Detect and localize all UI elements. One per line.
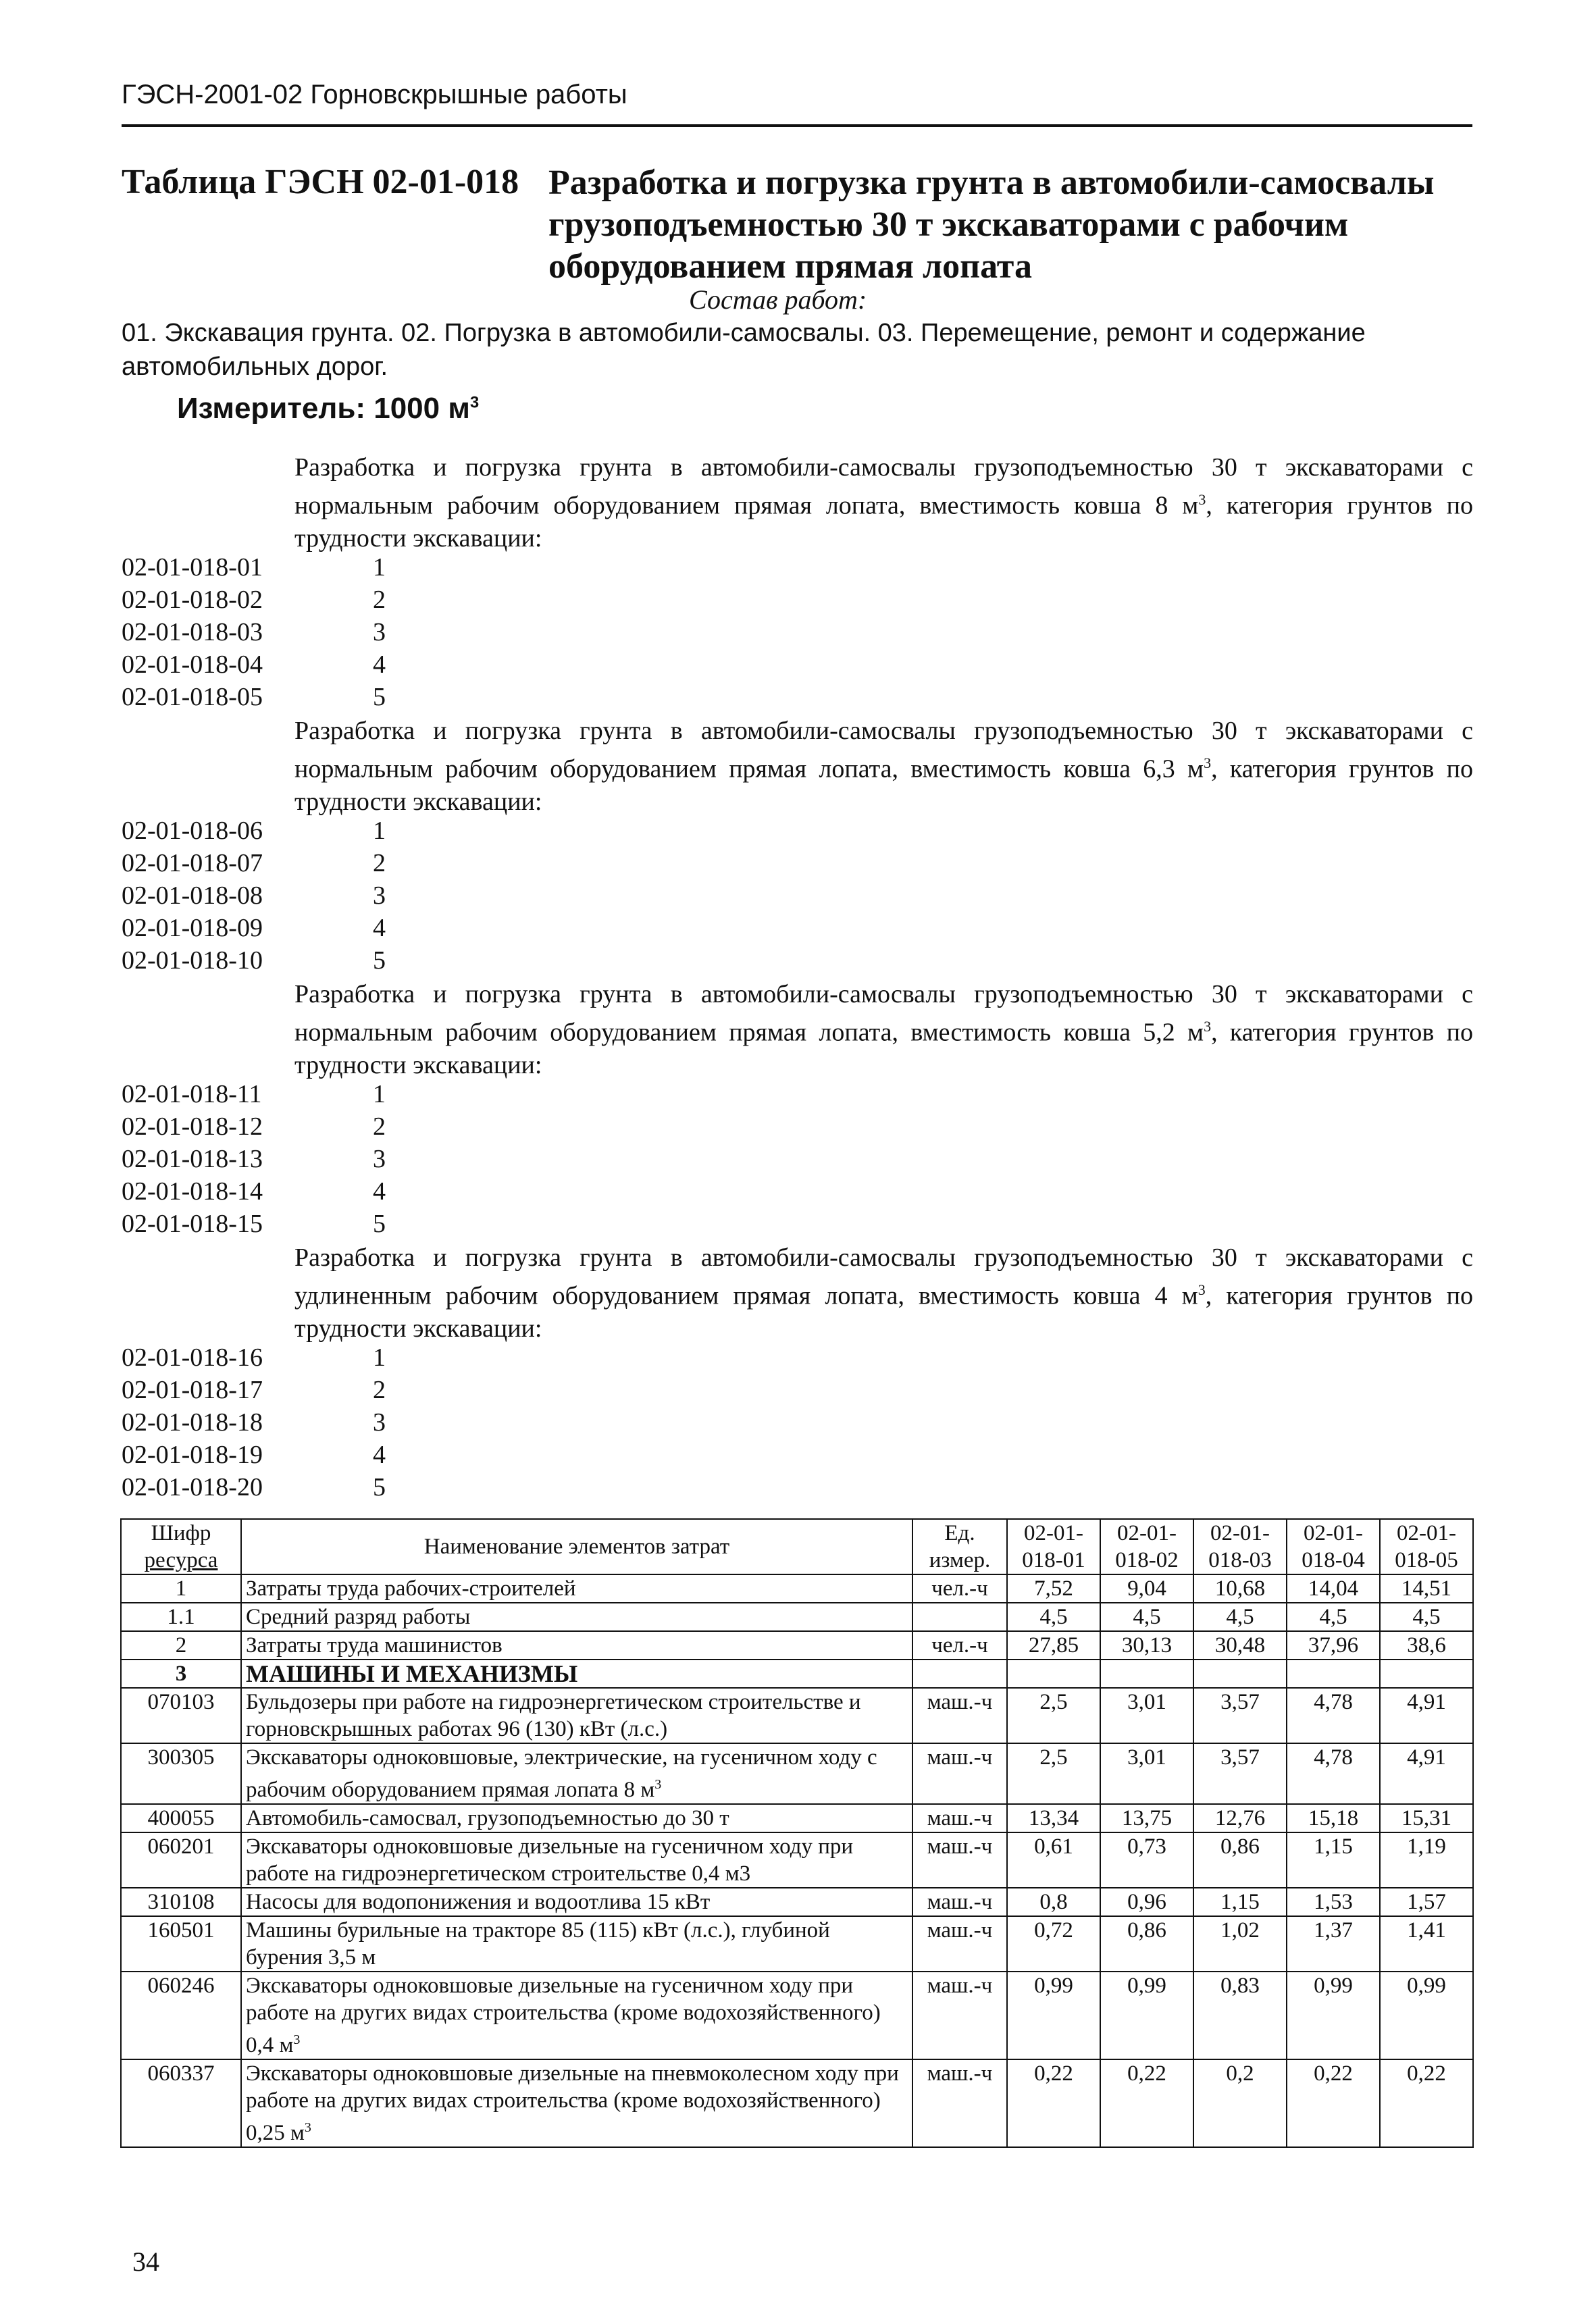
table-row	[121, 1916, 1473, 1972]
resource-code-cell: 1	[121, 1574, 241, 1603]
table-row	[121, 1972, 1473, 2059]
header-norm-line1: 02-01-	[1304, 1521, 1363, 1545]
group-description-text: Разработка и погрузка грунта в автомобили-самосвалы грузоподъемностью 30 т экскаваторами с нормальным рабочим оборудованием прямая лопата, вместимость ковша 5,2 м	[294, 980, 1473, 1047]
group-description	[294, 451, 1473, 555]
norm-value-cell: 3,01	[1100, 1688, 1193, 1743]
header-unit	[912, 1519, 1007, 1574]
unit-cell: чел.-ч	[912, 1631, 1007, 1660]
resource-code-cell: 2	[121, 1631, 241, 1660]
norm-value-cell: 1,15	[1287, 1832, 1380, 1888]
group-description-text-end: , категория грунтов по трудности экскавации:	[294, 1018, 1473, 1079]
norm-code: 02-01-018-14	[122, 1177, 263, 1206]
unit-cell: маш.-ч	[912, 2059, 1007, 2147]
norm-code: 02-01-018-10	[122, 946, 263, 975]
soil-category: 4	[373, 1177, 386, 1206]
soil-category: 3	[373, 1408, 386, 1437]
norm-value-cell: 0,99	[1100, 1972, 1193, 2059]
unit-cell: маш.-ч	[912, 1888, 1007, 1916]
header-norm-line2: 018-02	[1115, 1548, 1179, 1572]
norm-value-cell: 12,76	[1193, 1804, 1287, 1832]
group-description	[294, 715, 1473, 818]
cost-element-name: Затраты труда машинистов	[246, 1633, 503, 1657]
norm-value-cell: 15,31	[1380, 1804, 1473, 1832]
soil-category: 2	[373, 849, 386, 877]
soil-category: 5	[373, 1210, 386, 1238]
norm-code: 02-01-018-05	[122, 683, 263, 711]
header-resource-code-line1: Шифр	[151, 1521, 211, 1545]
table-row	[121, 2059, 1473, 2147]
norm-value-cell: 0,99	[1007, 1972, 1100, 2059]
norm-value-cell: 4,5	[1287, 1603, 1380, 1631]
cost-element-name: Экскаваторы одноковшовые дизельные на пневмоколесном ходу при работе на других видах строительства (кроме водохозяйственного) 0,25 м	[246, 2061, 899, 2145]
soil-category: 1	[373, 1343, 386, 1372]
resource-code-cell: 060337	[121, 2059, 241, 2147]
soil-category: 1	[373, 817, 386, 845]
norm-value-cell: 0,83	[1193, 1972, 1287, 2059]
norm-code: 02-01-018-11	[122, 1080, 262, 1108]
norm-value-cell: 4,5	[1193, 1603, 1287, 1631]
cost-element-name-cell	[241, 1574, 912, 1603]
header-norm-line2: 018-01	[1022, 1548, 1085, 1572]
norm-code: 02-01-018-13	[122, 1145, 263, 1173]
norm-value-cell: 0,96	[1100, 1888, 1193, 1916]
header-resource-code	[121, 1519, 241, 1574]
cost-element-name-cell	[241, 1804, 912, 1832]
norm-value-cell: 3,57	[1193, 1743, 1287, 1804]
norm-value-cell	[1287, 1660, 1380, 1688]
norm-code: 02-01-018-08	[122, 881, 263, 910]
norm-value-cell: 1,19	[1380, 1832, 1473, 1888]
norm-code: 02-01-018-20	[122, 1473, 263, 1501]
group-description	[294, 1241, 1473, 1345]
norm-value-cell: 37,96	[1287, 1631, 1380, 1660]
resource-code-cell: 310108	[121, 1888, 241, 1916]
cost-element-name-cell	[241, 2059, 912, 2147]
cost-element-name-cell	[241, 1888, 912, 1916]
cost-element-name-cell	[241, 1972, 912, 2059]
resources-table-body	[121, 1574, 1473, 2147]
norm-value-cell: 4,5	[1100, 1603, 1193, 1631]
norm-value-cell	[1100, 1660, 1193, 1688]
cost-element-name-cell	[241, 1832, 912, 1888]
norm-code: 02-01-018-17	[122, 1376, 263, 1404]
norm-value-cell: 1,53	[1287, 1888, 1380, 1916]
norm-value-cell: 1,57	[1380, 1888, 1473, 1916]
unit-cell: маш.-ч	[912, 1972, 1007, 2059]
cost-element-name: Затраты труда рабочих-строителей	[246, 1576, 576, 1601]
soil-category: 5	[373, 1473, 386, 1501]
norm-value-cell: 14,04	[1287, 1574, 1380, 1603]
norm-value-cell: 1,15	[1193, 1888, 1287, 1916]
group-description-text: Разработка и погрузка грунта в автомобили-самосвалы грузоподъемностью 30 т экскаваторами с удлиненным рабочим оборудованием прямая лопата, вместимость ковша 4 м	[294, 1243, 1473, 1310]
norm-code: 02-01-018-06	[122, 817, 263, 845]
header-norm-column	[1100, 1519, 1193, 1574]
cost-element-name: Экскаваторы одноковшовые дизельные на гусеничном ходу при работе на других видах строительства (кроме водохозяйственного) 0,4 м	[246, 1974, 881, 2057]
norm-value-cell: 38,6	[1380, 1631, 1473, 1660]
norm-value-cell: 30,13	[1100, 1631, 1193, 1660]
soil-category: 1	[373, 553, 386, 582]
group-description-text-end: , категория грунтов по трудности экскавации:	[294, 1281, 1473, 1343]
soil-category: 4	[373, 650, 386, 679]
norm-value-cell: 4,78	[1287, 1743, 1380, 1804]
header-norm-column	[1287, 1519, 1380, 1574]
table-header-row	[121, 1519, 1473, 1574]
norm-value-cell: 4,5	[1007, 1603, 1100, 1631]
cost-element-name: Насосы для водопонижения и водоотлива 15 кВт	[246, 1890, 711, 1914]
norm-code: 02-01-018-03	[122, 618, 263, 646]
resource-code-cell: 1.1	[121, 1603, 241, 1631]
norm-code: 02-01-018-15	[122, 1210, 263, 1238]
unit-cell: маш.-ч	[912, 1804, 1007, 1832]
norm-code: 02-01-018-07	[122, 849, 263, 877]
table-row	[121, 1743, 1473, 1804]
resource-code-cell: 060246	[121, 1972, 241, 2059]
table-row	[121, 1888, 1473, 1916]
norm-value-cell: 0,99	[1380, 1972, 1473, 2059]
table-row	[121, 1603, 1473, 1631]
cost-element-name-superscript: 3	[293, 2032, 301, 2047]
norm-value-cell: 0,86	[1193, 1832, 1287, 1888]
norm-value-cell: 14,51	[1380, 1574, 1473, 1603]
unit-cell: маш.-ч	[912, 1688, 1007, 1743]
soil-category: 2	[373, 1112, 386, 1141]
soil-category: 5	[373, 946, 386, 975]
norm-code: 02-01-018-04	[122, 650, 263, 679]
norm-value-cell: 4,78	[1287, 1688, 1380, 1743]
cost-element-name-cell	[241, 1660, 912, 1688]
header-norm-line1: 02-01-	[1117, 1521, 1177, 1545]
cost-element-name: Экскаваторы одноковшовые, электрические, на гусеничном ходу с рабочим оборудованием прямая лопата 8 м	[246, 1745, 877, 1802]
cost-element-name-cell	[241, 1603, 912, 1631]
page-number: 34	[132, 2246, 159, 2277]
soil-category: 4	[373, 914, 386, 942]
norm-code: 02-01-018-19	[122, 1441, 263, 1469]
norm-value-cell: 0,22	[1100, 2059, 1193, 2147]
norm-value-cell	[1193, 1660, 1287, 1688]
norm-value-cell: 4,91	[1380, 1688, 1473, 1743]
norm-value-cell: 0,99	[1287, 1972, 1380, 2059]
group-description-text: Разработка и погрузка грунта в автомобили-самосвалы грузоподъемностью 30 т экскаваторами с нормальным рабочим оборудованием прямая лопата, вместимость ковша 6,3 м	[294, 717, 1473, 783]
norm-value-cell: 7,52	[1007, 1574, 1100, 1603]
running-head: ГЭСН-2001-02 Горновскрышные работы	[122, 80, 627, 109]
resource-code-cell: 400055	[121, 1804, 241, 1832]
cost-element-name-cell	[241, 1916, 912, 1972]
header-norm-line2: 018-05	[1395, 1548, 1458, 1572]
soil-category: 3	[373, 881, 386, 910]
norm-value-cell: 0,73	[1100, 1832, 1193, 1888]
group-description-superscript: 3	[1198, 1281, 1206, 1298]
cost-element-name-superscript: 3	[304, 2120, 311, 2135]
cost-element-name-cell	[241, 1631, 912, 1660]
cost-element-name-cell	[241, 1743, 912, 1804]
norm-value-cell	[1380, 1660, 1473, 1688]
norm-code: 02-01-018-02	[122, 586, 263, 614]
unit-cell	[912, 1660, 1007, 1688]
norm-value-cell: 30,48	[1193, 1631, 1287, 1660]
norm-code: 02-01-018-16	[122, 1343, 263, 1372]
table-row	[121, 1574, 1473, 1603]
resource-code-cell: 3	[121, 1660, 241, 1688]
table-title: Разработка и погрузка грунта в автомобили-самосвалы грузоподъемностью 30 т экскаваторами с рабочим оборудованием прямая лопата	[548, 163, 1435, 286]
unit-of-measure-superscript: 3	[469, 393, 480, 412]
resource-code-cell: 060201	[121, 1832, 241, 1888]
table-row	[121, 1804, 1473, 1832]
unit-cell: чел.-ч	[912, 1574, 1007, 1603]
soil-category: 2	[373, 586, 386, 614]
cost-element-name: Автомобиль-самосвал, грузоподъемностью до 30 т	[246, 1806, 729, 1830]
table-row	[121, 1631, 1473, 1660]
norm-value-cell	[1007, 1660, 1100, 1688]
group-description-text: Разработка и погрузка грунта в автомобили-самосвалы грузоподъемностью 30 т экскаваторами с нормальным рабочим оборудованием прямая лопата, вместимость ковша 8 м	[294, 453, 1473, 520]
cost-element-name: Бульдозеры при работе на гидроэнергетическом строительстве и горновскрышных работах 96 (130) кВт (л.с.)	[246, 1690, 861, 1741]
norm-value-cell: 0,72	[1007, 1916, 1100, 1972]
cost-element-name-cell	[241, 1688, 912, 1743]
norm-value-cell: 2,5	[1007, 1688, 1100, 1743]
header-cost-element-name: Наименование элементов затрат	[241, 1519, 912, 1574]
group-description-text-end: , категория грунтов по трудности экскавации:	[294, 491, 1473, 552]
soil-category: 3	[373, 618, 386, 646]
norm-code: 02-01-018-01	[122, 553, 263, 582]
unit-of-measure-label: Измеритель: 1000 м	[177, 392, 470, 425]
group-description-superscript: 3	[1204, 1018, 1212, 1035]
norm-value-cell: 1,41	[1380, 1916, 1473, 1972]
norm-value-cell: 0,8	[1007, 1888, 1100, 1916]
table-row	[121, 1832, 1473, 1888]
header-norm-line1: 02-01-	[1397, 1521, 1456, 1545]
header-resource-code-line2: ресурса	[144, 1548, 218, 1572]
header-norm-line2: 018-03	[1208, 1548, 1272, 1572]
norm-value-cell: 9,04	[1100, 1574, 1193, 1603]
group-description-superscript: 3	[1198, 491, 1206, 508]
norm-value-cell: 10,68	[1193, 1574, 1287, 1603]
resource-code-cell: 070103	[121, 1688, 241, 1743]
header-norm-line1: 02-01-	[1210, 1521, 1270, 1545]
table-section-row	[121, 1660, 1473, 1688]
norm-value-cell: 13,75	[1100, 1804, 1193, 1832]
cost-element-name: Экскаваторы одноковшовые дизельные на гусеничном ходу при работе на гидроэнергетическом строительстве 0,4 м3	[246, 1834, 854, 1886]
norm-value-cell: 27,85	[1007, 1631, 1100, 1660]
unit-of-measure	[177, 392, 479, 426]
soil-category: 5	[373, 683, 386, 711]
header-norm-column	[1193, 1519, 1287, 1574]
norm-value-cell: 0,2	[1193, 2059, 1287, 2147]
norm-value-cell: 0,22	[1380, 2059, 1473, 2147]
group-description-text-end: , категория грунтов по трудности экскавации:	[294, 754, 1473, 816]
norm-value-cell: 1,37	[1287, 1916, 1380, 1972]
unit-cell	[912, 1603, 1007, 1631]
cost-element-name: Средний разряд работы	[246, 1605, 471, 1629]
norm-value-cell: 13,34	[1007, 1804, 1100, 1832]
norm-value-cell: 1,02	[1193, 1916, 1287, 1972]
unit-cell: маш.-ч	[912, 1916, 1007, 1972]
header-unit-line1: Ед.	[944, 1521, 975, 1545]
norm-value-cell: 0,61	[1007, 1832, 1100, 1888]
norm-value-cell: 3,57	[1193, 1688, 1287, 1743]
soil-category: 1	[373, 1080, 386, 1108]
header-norm-line2: 018-04	[1302, 1548, 1365, 1572]
norm-value-cell: 4,5	[1380, 1603, 1473, 1631]
cost-element-name-superscript: 3	[654, 1777, 662, 1792]
works-composition-text: 01. Экскавация грунта. 02. Погрузка в автомобили-самосвалы. 03. Перемещение, ремонт и содержание автомобильных дорог.	[122, 319, 1366, 381]
header-norm-column	[1007, 1519, 1100, 1574]
header-rule	[122, 124, 1472, 127]
norm-value-cell: 0,22	[1287, 2059, 1380, 2147]
group-description	[294, 978, 1473, 1081]
norm-code: 02-01-018-09	[122, 914, 263, 942]
table-row	[121, 1688, 1473, 1743]
norm-value-cell: 2,5	[1007, 1743, 1100, 1804]
header-norm-column	[1380, 1519, 1473, 1574]
header-norm-line1: 02-01-	[1024, 1521, 1083, 1545]
norm-value-cell: 0,22	[1007, 2059, 1100, 2147]
soil-category: 2	[373, 1376, 386, 1404]
unit-cell: маш.-ч	[912, 1832, 1007, 1888]
soil-category: 4	[373, 1441, 386, 1469]
norm-value-cell: 3,01	[1100, 1743, 1193, 1804]
table-label: Таблица ГЭСН 02-01-018	[122, 163, 519, 201]
soil-category: 3	[373, 1145, 386, 1173]
resource-code-cell: 160501	[121, 1916, 241, 1972]
resource-code-cell: 300305	[121, 1743, 241, 1804]
header-unit-line2: измер.	[929, 1548, 991, 1572]
norm-value-cell: 15,18	[1287, 1804, 1380, 1832]
cost-element-name: Машины бурильные на тракторе 85 (115) кВт (л.с.), глубиной бурения 3,5 м	[246, 1918, 830, 1970]
resources-table	[120, 1518, 1474, 2148]
norm-value-cell: 0,86	[1100, 1916, 1193, 1972]
norm-code: 02-01-018-12	[122, 1112, 263, 1141]
norm-value-cell: 4,91	[1380, 1743, 1473, 1804]
group-description-superscript: 3	[1204, 754, 1212, 771]
norm-code: 02-01-018-18	[122, 1408, 263, 1437]
works-composition-label: Состав работ:	[689, 284, 867, 315]
cost-element-name: МАШИНЫ И МЕХАНИЗМЫ	[246, 1660, 578, 1687]
unit-cell: маш.-ч	[912, 1743, 1007, 1804]
